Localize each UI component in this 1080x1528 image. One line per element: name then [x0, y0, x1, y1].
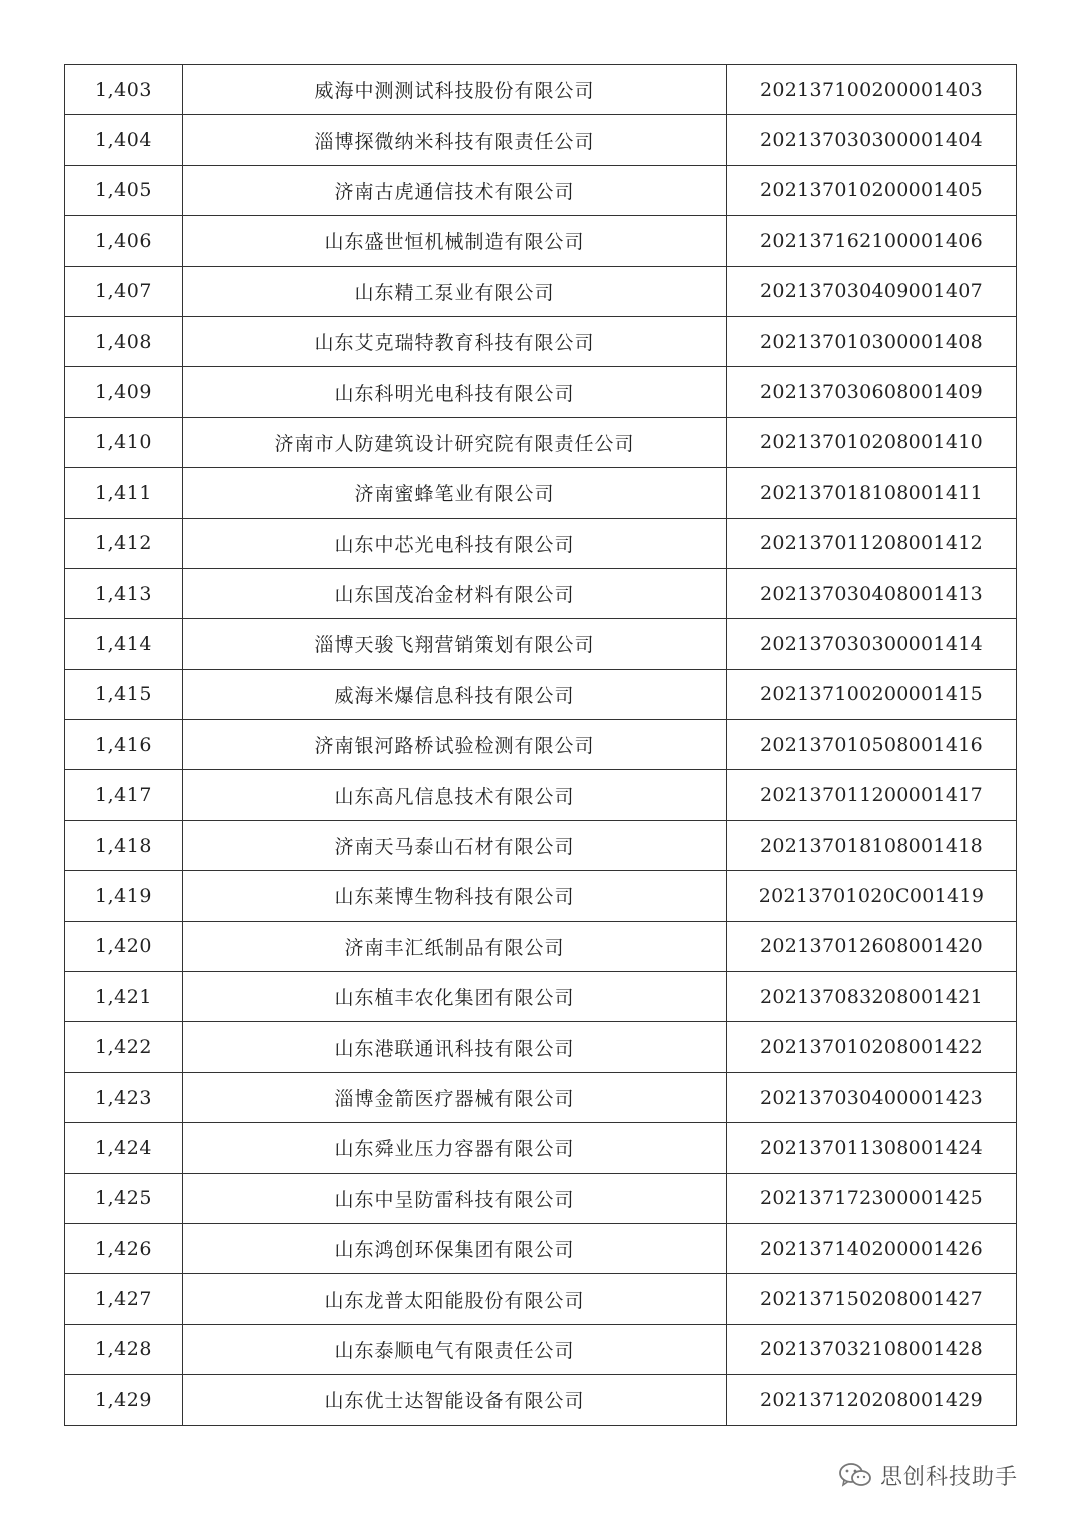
row-index: 1,408	[65, 316, 183, 366]
table-row	[65, 1274, 1017, 1324]
registration-code: 202137010508001416	[727, 720, 1017, 770]
row-index: 1,426	[65, 1223, 183, 1273]
registration-code: 202137100200001403	[727, 65, 1017, 115]
company-name: 济南银河路桥试验检测有限公司	[183, 720, 727, 770]
registration-code: 202137030400001423	[727, 1072, 1017, 1122]
table-row	[65, 770, 1017, 820]
table-row	[65, 921, 1017, 971]
registration-code: 202137150208001427	[727, 1274, 1017, 1324]
company-name: 淄博金箭医疗器械有限公司	[183, 1072, 727, 1122]
company-name: 山东龙普太阳能股份有限公司	[183, 1274, 727, 1324]
row-index: 1,409	[65, 367, 183, 417]
table-row	[65, 417, 1017, 467]
registration-code: 202137011200001417	[727, 770, 1017, 820]
registration-code: 202137030409001407	[727, 266, 1017, 316]
table-row	[65, 1072, 1017, 1122]
company-name: 山东莱博生物科技有限公司	[183, 871, 727, 921]
row-index: 1,415	[65, 669, 183, 719]
table-row	[65, 720, 1017, 770]
registration-code: 202137018108001418	[727, 820, 1017, 870]
row-index: 1,420	[65, 921, 183, 971]
row-index: 1,418	[65, 820, 183, 870]
row-index: 1,410	[65, 417, 183, 467]
company-name: 山东鸿创环保集团有限公司	[183, 1223, 727, 1273]
table-row	[65, 1375, 1017, 1425]
table-row	[65, 871, 1017, 921]
table-row	[65, 266, 1017, 316]
registration-code: 202137018108001411	[727, 468, 1017, 518]
company-name: 山东泰顺电气有限责任公司	[183, 1324, 727, 1374]
company-name: 济南丰汇纸制品有限公司	[183, 921, 727, 971]
company-name: 济南蜜蜂笔业有限公司	[183, 468, 727, 518]
registration-code: 202137030300001404	[727, 115, 1017, 165]
row-index: 1,421	[65, 972, 183, 1022]
registration-code: 202137083208001421	[727, 972, 1017, 1022]
company-name: 淄博探微纳米科技有限责任公司	[183, 115, 727, 165]
registration-code: 202137120208001429	[727, 1375, 1017, 1425]
company-name: 山东精工泵业有限公司	[183, 266, 727, 316]
row-index: 1,413	[65, 568, 183, 618]
table-row	[65, 367, 1017, 417]
table-row	[65, 568, 1017, 618]
row-index: 1,416	[65, 720, 183, 770]
row-index: 1,406	[65, 216, 183, 266]
table-row	[65, 115, 1017, 165]
table-row	[65, 1173, 1017, 1223]
watermark-text: 思创科技助手	[880, 1464, 1019, 1490]
company-name: 山东国茂冶金材料有限公司	[183, 568, 727, 618]
row-index: 1,419	[65, 871, 183, 921]
registration-code: 202137140200001426	[727, 1223, 1017, 1273]
row-index: 1,412	[65, 518, 183, 568]
company-name: 济南市人防建筑设计研究院有限责任公司	[183, 417, 727, 467]
registration-code: 202137010200001405	[727, 165, 1017, 215]
registration-table	[64, 64, 1017, 1426]
registration-code: 202137012608001420	[727, 921, 1017, 971]
table-row	[65, 1022, 1017, 1072]
table-row	[65, 165, 1017, 215]
registration-code: 202137162100001406	[727, 216, 1017, 266]
table-row	[65, 820, 1017, 870]
row-index: 1,414	[65, 619, 183, 669]
watermark	[838, 1460, 1018, 1490]
registration-code: 202137030408001413	[727, 568, 1017, 618]
registration-code: 202137011208001412	[727, 518, 1017, 568]
table-body	[65, 65, 1017, 1426]
registration-code: 202137030608001409	[727, 367, 1017, 417]
table-row	[65, 518, 1017, 568]
company-name: 淄博天骏飞翔营销策划有限公司	[183, 619, 727, 669]
row-index: 1,417	[65, 770, 183, 820]
row-index: 1,429	[65, 1375, 183, 1425]
registration-code: 202137010208001410	[727, 417, 1017, 467]
company-name: 山东盛世恒机械制造有限公司	[183, 216, 727, 266]
registration-code: 202137010300001408	[727, 316, 1017, 366]
row-index: 1,404	[65, 115, 183, 165]
table-row	[65, 65, 1017, 115]
registration-code: 202137172300001425	[727, 1173, 1017, 1223]
registration-code: 202137010208001422	[727, 1022, 1017, 1072]
row-index: 1,425	[65, 1173, 183, 1223]
table-row	[65, 1223, 1017, 1273]
table-row	[65, 669, 1017, 719]
company-name: 山东中呈防雷科技有限公司	[183, 1173, 727, 1223]
wechat-icon	[838, 1462, 872, 1488]
row-index: 1,407	[65, 266, 183, 316]
table-row	[65, 216, 1017, 266]
row-index: 1,423	[65, 1072, 183, 1122]
company-name: 山东高凡信息技术有限公司	[183, 770, 727, 820]
registration-code: 202137032108001428	[727, 1324, 1017, 1374]
row-index: 1,428	[65, 1324, 183, 1374]
company-name: 威海中测测试科技股份有限公司	[183, 65, 727, 115]
row-index: 1,411	[65, 468, 183, 518]
table-row	[65, 1324, 1017, 1374]
registration-code: 20213701020C001419	[727, 871, 1017, 921]
company-name: 济南古虎通信技术有限公司	[183, 165, 727, 215]
company-name: 威海米爆信息科技有限公司	[183, 669, 727, 719]
company-name: 山东优士达智能设备有限公司	[183, 1375, 727, 1425]
row-index: 1,405	[65, 165, 183, 215]
company-name: 山东艾克瑞特教育科技有限公司	[183, 316, 727, 366]
table-row	[65, 316, 1017, 366]
company-name: 山东港联通讯科技有限公司	[183, 1022, 727, 1072]
registration-code: 202137011308001424	[727, 1123, 1017, 1173]
company-name: 山东舜业压力容器有限公司	[183, 1123, 727, 1173]
row-index: 1,424	[65, 1123, 183, 1173]
registration-code: 202137030300001414	[727, 619, 1017, 669]
company-name: 山东植丰农化集团有限公司	[183, 972, 727, 1022]
row-index: 1,422	[65, 1022, 183, 1072]
table-row	[65, 468, 1017, 518]
company-name: 山东中芯光电科技有限公司	[183, 518, 727, 568]
company-name: 济南天马泰山石材有限公司	[183, 820, 727, 870]
row-index: 1,403	[65, 65, 183, 115]
table-row	[65, 619, 1017, 669]
table-row	[65, 1123, 1017, 1173]
company-name: 山东科明光电科技有限公司	[183, 367, 727, 417]
registration-code: 202137100200001415	[727, 669, 1017, 719]
table-row	[65, 972, 1017, 1022]
row-index: 1,427	[65, 1274, 183, 1324]
